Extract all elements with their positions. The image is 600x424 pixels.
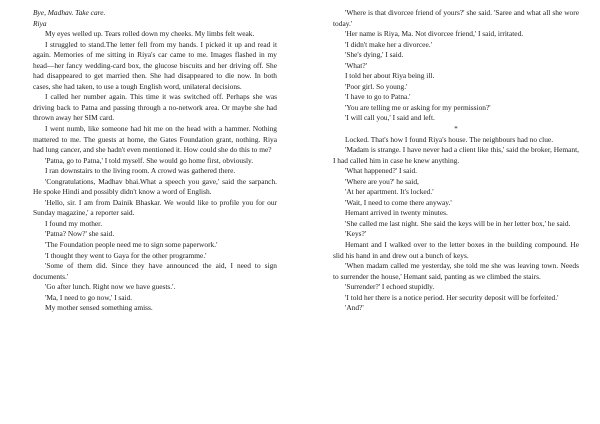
- paragraph: I ran downstairs to the living room. A crowd was gathered there.: [45, 166, 236, 176]
- section-break: *: [454, 124, 458, 134]
- paragraph: Riya: [33, 18, 47, 28]
- paragraph: 'Madam is strange. I have never had a client like this,' said the broker, Hemant, I had called him in case he knew anything.: [333, 145, 579, 165]
- paragraph: 'Go after lunch. Right now we have guests.'.: [45, 282, 176, 292]
- paragraph: 'I thought they went to Gaya for the other programme.': [45, 250, 207, 260]
- paragraph: 'The Foundation people need me to sign some paperwork.': [45, 240, 218, 250]
- paragraph: 'Where are you?' he said,: [345, 176, 419, 186]
- paragraph: I went numb, like someone had hit me on the head with a hammer. Nothing mattered to me. The guests at home, the Gates Foundation grant, nothing. Riya had lung cancer, and she hadn't even mentioned it. How could she do this to me?: [33, 124, 277, 155]
- paragraph: 'Hello, sir. I am from Dainik Bhaskar. We would like to profile you for our Sunday magazine,' a reporter said.: [33, 197, 277, 218]
- right-page: [300, 0, 600, 424]
- paragraph: 'Keys?': [345, 229, 367, 239]
- paragraph: I found my mother.: [45, 218, 103, 228]
- paragraph: I called her number again. This time it was switched off. Perhaps she was driving back to Patna and passing through a no-network area. Or maybe she had thrown away her SIM card.: [33, 92, 277, 123]
- paragraph: Bye, Madhav. Take care.: [33, 8, 106, 17]
- paragraph: 'Patna, go to Patna,' I told myself. She would go home first, obviously.: [45, 155, 254, 165]
- paragraph: 'Poor girl. So young.': [345, 81, 408, 91]
- paragraph: 'Ma, I need to go now,' I said.: [45, 292, 133, 302]
- paragraph: My mother sensed something amiss.: [45, 303, 153, 313]
- paragraph: Hemant and I walked over to the letter boxes in the building compound. He slid his hand in and drew out a bunch of keys.: [333, 240, 579, 260]
- paragraph: 'And?': [345, 303, 364, 313]
- paragraph: 'Patna? Now?' she said.: [45, 229, 115, 239]
- paragraph: 'Surrender?' I echoed stupidly.: [345, 282, 435, 292]
- paragraph: 'Congratulations, Madhav bhai.What a speech you gave,' said the sarpanch. He spoke Hindi and possibly didn't know a word of English.: [33, 176, 277, 197]
- paragraph: 'I told her there is a notice period. Her security deposit will be forfeited.': [345, 292, 559, 302]
- right-page-text-column: [333, 8, 579, 314]
- paragraph: I struggled to stand.The letter fell from my hands. I picked it up and read it again. Memories of me sitting in Riya's car came to me. Images flashed in my head—her fancy wedding-card box, the glucose biscuits and her driving off. She had disappeared to get married then. She had disappeared to die now. In both cases, she had taken, to use a tough English word, unilateral decisions.: [33, 39, 277, 91]
- paragraph: 'I have to go to Patna.': [345, 92, 411, 102]
- paragraph: 'What?': [345, 60, 367, 70]
- paragraph: Hemant arrived in twenty minutes.: [345, 208, 448, 218]
- paragraph: 'Wait, I need to come there anyway.': [345, 197, 452, 207]
- paragraph: 'You are telling me or asking for my permission?': [345, 102, 491, 112]
- paragraph: 'What happened?' I said.: [345, 166, 418, 176]
- paragraph: 'Some of them did. Since they have announced the aid, I need to sign documents.': [33, 261, 277, 281]
- left-page-text-column: [33, 8, 277, 314]
- paragraph: 'She called me last night. She said the keys will be in her letter box,' he said.: [345, 218, 571, 228]
- paragraph: I told her about Riya being ill.: [345, 71, 435, 81]
- paragraph: 'I didn't make her a divorcee.': [345, 39, 432, 49]
- paragraph: 'When madam called me yesterday, she told me she was leaving town. Needs to surrender the house,' Hemant said, panting as we climbed the stairs.: [333, 261, 579, 281]
- paragraph: My eyes welled up. Tears rolled down my cheeks. My limbs felt weak.: [45, 29, 255, 39]
- paragraph: 'Where is that divorcee friend of yours?' she said. 'Saree and what all she wore today.': [333, 8, 579, 28]
- paragraph: 'At her apartment. It's locked.': [345, 187, 434, 197]
- paragraph: Locked. That's how I found Riya's house. The neighbours had no clue.: [345, 134, 554, 144]
- paragraph: 'She's dying,' I said.: [345, 50, 404, 60]
- paragraph: 'I will call you,' I said and left.: [345, 113, 435, 123]
- paragraph: 'Her name is Riya, Ma. Not divorcee friend,' I said, irritated.: [345, 29, 524, 39]
